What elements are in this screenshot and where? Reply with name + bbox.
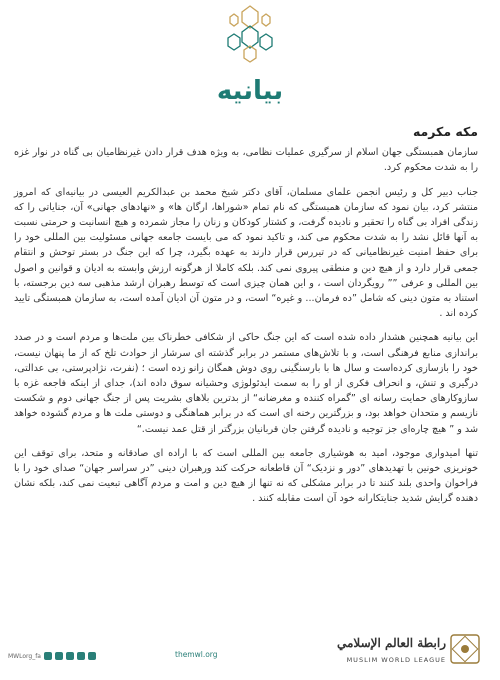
facebook-icon[interactable] xyxy=(77,652,85,660)
telegram-icon[interactable] xyxy=(88,652,96,660)
paragraph: جناب دبیر کل و رئیس انجمن علمای مسلمان، آقای دکتر شیخ محمد بن عبدالکریم العیسی در بیانیه‌ای که امروز منتشر کرد، بیان نمود که سازمان همبستگی که نام تمام «شوراها، ارگان ها» و «نهادهای جهانی» آن، جنایاتی را که زندگی افراد بی گناه را تحقیر و نادیده گرفت، و کشتار کودکان و زنان را مجاز شمرده و هیچ انسانیت و حرمتی نسبت به آنها قائل نشد را به شدت محکوم می کند، و تاکید نمود که می بایست جامعه جهانی مسئولیت بین المللی خود را برای حفظ امنیت غیرنظامیانی که در تیررس قرار دارند به عهده بگیرد، چرا که این جنگ در بستر توحش و انتقام جمعی قرار دارد و از هیچ دین و منطقی پیروی نمی کند. بلکه کاملا از هرگونه ارزش وابسته به ادیان و قوانین و اصول بین المللی و عرفی ”” رویگردان است ، و این همان چیزی است که توسط رهبران ارشد مذهبی سه دین برجسته، با استناد به متون دینی که شامل ”ده فرمان... و غیره“ است، و در متون آن ادیان آمده است، به سازمان همبستگی تایید کرده اند . xyxy=(14,186,478,320)
x-icon[interactable] xyxy=(44,652,52,660)
social-links xyxy=(8,652,96,660)
mwl-logo xyxy=(330,634,480,670)
logo-arabic-text: رابطة العالم الإسلامي xyxy=(336,636,446,650)
geometric-star-ornament-icon xyxy=(220,4,280,66)
dateline-place: مکه مکرمه xyxy=(412,124,478,139)
youtube-icon[interactable] xyxy=(66,652,74,660)
footer xyxy=(0,616,500,680)
statement-body xyxy=(14,120,478,516)
website-link[interactable]: themwl.org xyxy=(175,650,218,659)
mwl-emblem-icon xyxy=(450,634,480,664)
page-title: بیانیه xyxy=(216,76,284,106)
paragraph: این بیانیه همچنین هشدار داده شده است که این جنگ حاکی از شکافی خطرناک بین ملت‌ها و مردم است و در صدد براندازی منابع فرهنگی است، و با تلاش‌های مستمر در برابر گذشته ای سرشار از حوادث تلخ که از ما پنهان نیست، خود را بازسازی کرده‌است و سال ها با بارسنگینی روی دوش همگان زانو زده است ؛ (نفرت، نژادپرستی، بی عدالتی، درگیری و تنش، و انحراف فکری از او را به سمت ایدئولوژی وحشیانه سوق داده اند)، جدای از اینکه فاجعه غزه با سازوکارهای حمایت رسانه ای ”گمراه کننده و مغرضانه“ از بدترین بلاهای بشریت پس از جنگ جهانی دوم و شکست نازیسم و متحدان خواهد بود، و بزرگترین رخنه ای است که در برابر هماهنگی و دوستی ملت ها و مردم گشوده خواهد شد و ” هیچ چاره‌ای جز توجیه و نادیده گرفتن جان قربانیان بزرگتر از قتل عمد نیست.“ xyxy=(14,332,478,435)
paragraph: تنها امیدواری موجود، امید به هوشیاری جامعه بین المللی است که با اراده ای صادقانه و متحد، برای توقف این خونریزی خونین با تهدیدهای ”دور و نزدیک“ آن قاطعانه حرکت کند ورهبران دینی ”در سراسر جهان“ صدای خود را با فراخوان واحدی بلند کنند تا در برابر مشکلی که نه تنها از هیچ دین و امت و مردم آگاهی تبعیت نمی کند، بلکه نشان دهنده گرایش شدید جنایتکارانه خود آن است مقابله کنند . xyxy=(14,447,478,505)
social-handle: MWLorg_fa xyxy=(8,652,41,660)
instagram-icon[interactable] xyxy=(55,652,63,660)
logo-english-text: MUSLIM WORLD LEAGUE xyxy=(346,656,446,664)
paragraph: سازمان همبستگی جهان اسلام از سرگیری عملیات نظامی، به ویژه هدف قرار دادن غیرنظامیان بی گناه در نوار غزه را به شدت محکوم کرد. xyxy=(14,147,478,174)
